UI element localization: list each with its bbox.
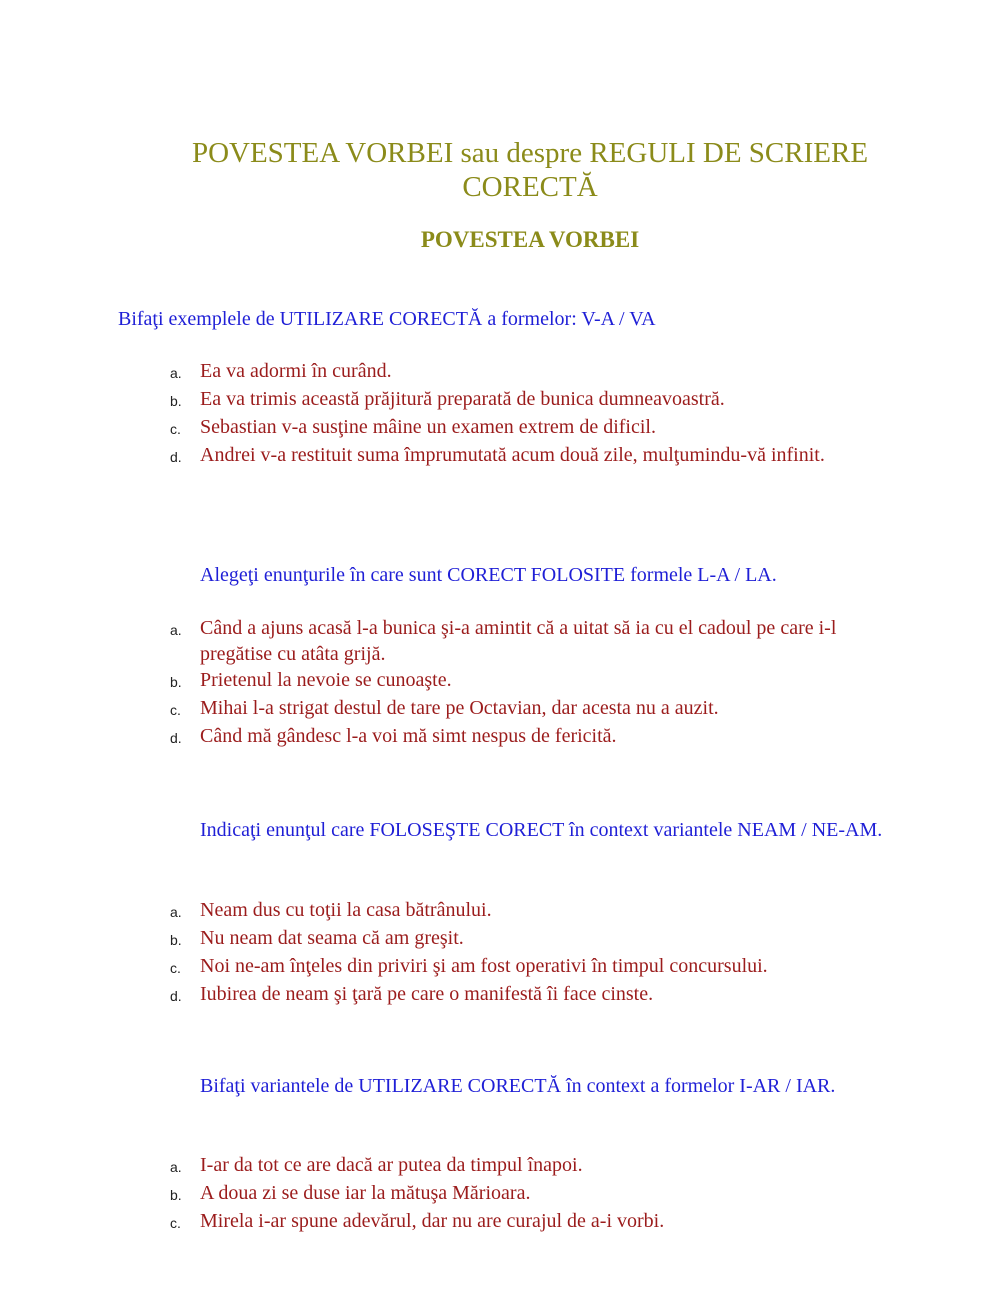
option-letter: d. — [170, 988, 182, 1004]
question-2-option-d[interactable] — [170, 723, 910, 751]
option-text: Ea va trimis această prăjitură preparată de bunica dumneavoastră. — [200, 388, 725, 410]
question-1-option-c[interactable] — [170, 414, 910, 442]
question-4-prompt: Bifaţi variantele de UTILIZARE CORECTĂ în context a formelor I-AR / IAR. — [200, 1075, 836, 1097]
option-text: Când a ajuns acasă l-a bunica şi-a amintit că a uitat să ia cu el cadoul pe care i-l pregătise cu atâta grijă. — [200, 617, 837, 665]
question-4-option-b[interactable] — [170, 1180, 910, 1208]
option-letter: c. — [170, 1215, 181, 1231]
option-letter: b. — [170, 1187, 182, 1203]
option-letter: b. — [170, 393, 182, 409]
question-3-prompt: Indicaţi enunţul care FOLOSEŞTE CORECT în context variantele NEAM / NE-AM. — [200, 819, 883, 841]
question-3-option-a[interactable] — [170, 897, 910, 925]
option-letter: c. — [170, 421, 181, 437]
question-4-options — [170, 1152, 910, 1236]
question-4-option-c[interactable] — [170, 1208, 910, 1236]
option-text: Prietenul la nevoie se cunoaşte. — [200, 669, 452, 691]
option-text: A doua zi se duse iar la mătuşa Mărioara. — [200, 1182, 531, 1204]
option-letter: a. — [170, 622, 182, 638]
question-3-option-c[interactable] — [170, 953, 910, 981]
option-letter: b. — [170, 932, 182, 948]
option-text: Noi ne-am înţeles din priviri şi am fost operativi în timpul concursului. — [200, 955, 768, 977]
option-letter: a. — [170, 1159, 182, 1175]
question-2-options — [170, 615, 910, 751]
question-3-option-b[interactable] — [170, 925, 910, 953]
question-3-options — [170, 897, 910, 1009]
question-1-option-a[interactable] — [170, 358, 910, 386]
option-text: Neam dus cu toţii la casa bătrânului. — [200, 899, 492, 921]
question-1-options — [170, 358, 910, 470]
option-text: Ea va adormi în curând. — [200, 360, 392, 382]
option-letter: b. — [170, 674, 182, 690]
option-text: Nu neam dat seama că am greşit. — [200, 927, 464, 949]
page-title: POVESTEA VORBEI sau despre REGULI DE SCRIERE CORECTĂ — [191, 137, 869, 203]
option-letter: d. — [170, 730, 182, 746]
option-text: Mihai l-a strigat destul de tare pe Octavian, dar acesta nu a auzit. — [200, 697, 719, 719]
option-text: Iubirea de neam şi ţară pe care o manifestă îi face cinste. — [200, 983, 654, 1005]
option-letter: a. — [170, 365, 182, 381]
question-3-option-d[interactable] — [170, 981, 910, 1009]
question-1-option-b[interactable] — [170, 386, 910, 414]
option-letter: a. — [170, 904, 182, 920]
option-text: Andrei v-a restituit suma împrumutată acum două zile, mulţumindu-vă infinit. — [200, 444, 825, 466]
question-4-option-a[interactable] — [170, 1152, 910, 1180]
question-2-option-a[interactable] — [170, 615, 910, 667]
option-letter: c. — [170, 702, 181, 718]
question-2-option-c[interactable] — [170, 695, 910, 723]
question-2-option-b[interactable] — [170, 667, 910, 695]
question-2-prompt: Alegeţi enunţurile în care sunt CORECT FOLOSITE formele L-A / LA. — [200, 564, 777, 586]
option-text: Sebastian v-a susţine mâine un examen extrem de dificil. — [200, 416, 656, 438]
option-letter: d. — [170, 449, 182, 465]
option-text: I-ar da tot ce are dacă ar putea da timpul înapoi. — [200, 1154, 583, 1176]
option-text: Mirela i-ar spune adevărul, dar nu are curajul de a-i vorbi. — [200, 1210, 665, 1232]
option-text: Când mă gândesc l-a voi mă simt nespus de fericită. — [200, 725, 617, 747]
page-subtitle: POVESTEA VORBEI — [420, 227, 640, 252]
question-1-prompt: Bifaţi exemplele de UTILIZARE CORECTĂ a formelor: V-A / VA — [118, 308, 656, 330]
option-letter: c. — [170, 960, 181, 976]
question-1-option-d[interactable] — [170, 442, 910, 470]
